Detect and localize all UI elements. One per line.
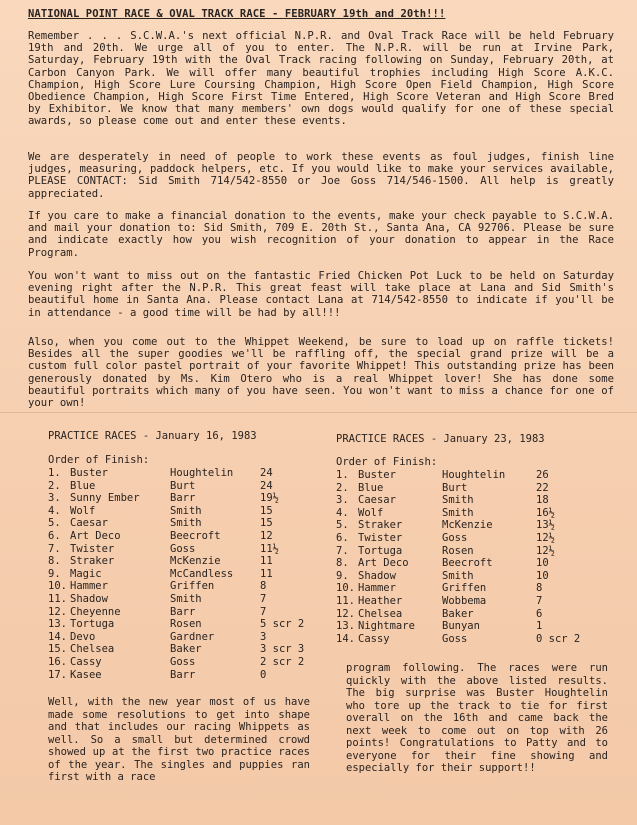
paragraph-volunteers: We are desperately in need of people to work these events as foul judges, finish line judges, measuring, paddock helpers, etc. If you would like to make your services available, PLEASE CONTACT: Sid Smith 714/542-8550 or Joe Goss 714/546-1500. All help is greatly appreciated. [28, 151, 614, 200]
paragraph-raffle: Also, when you come out to the Whippet Weekend, be sure to load up on raffle tickets! Besides all the super goodies we'll be raffling off, the special grand prize will be a custom full color pastel portrait of your favorite Whippet! This outstanding prize has been generously donated by Ms. Kim Otero who is a real Whippet lover! She has done some beautiful portraits which many of you have seen. You won't want to miss a chance for one of your own! [28, 336, 614, 410]
dog-name: Blue [70, 479, 96, 492]
owner-name: Wobbema [442, 594, 487, 607]
owner-name: Goss [442, 531, 468, 544]
result-row [336, 507, 580, 520]
owner-name: Houghtelin [170, 467, 234, 479]
owner-name: Burt [442, 481, 468, 494]
result-row [336, 494, 580, 507]
result-row [336, 582, 580, 595]
result-row [336, 532, 580, 545]
finish-position: 11. [336, 594, 355, 607]
finish-position: 1. [48, 467, 61, 479]
score: 3 [260, 630, 267, 643]
finish-position: 10. [48, 580, 67, 593]
owner-name: Houghtelin [442, 469, 506, 481]
score: 12½ [536, 531, 555, 544]
finish-position: 8. [336, 557, 349, 570]
finish-position: 8. [48, 555, 61, 568]
result-row [336, 633, 580, 646]
dog-name: Art Deco [70, 529, 121, 542]
result-row [48, 643, 304, 656]
result-row [336, 545, 580, 558]
page-title: NATIONAL POINT RACE & OVAL TRACK RACE - FEBRUARY 19th and 20th!!! [28, 8, 446, 20]
owner-name: Burt [170, 479, 196, 492]
dog-name: Chelsea [70, 643, 115, 656]
dog-name: Chelsea [358, 607, 403, 620]
result-row [48, 517, 304, 530]
owner-name: McCandless [170, 567, 234, 580]
left-results-body [48, 467, 304, 681]
dog-name: Twister [70, 542, 115, 555]
owner-name: Smith [442, 506, 474, 519]
paragraph-donation: If you care to make a financial donation to the events, make your check payable to S.C.W.A. and mail your donation to: Sid Smith, 709 E. 20th St., Santa Ana, CA 92706. Please be sure and indicate exactly how you wish recognition of your donation to appear in the Race Program. [28, 210, 614, 259]
finish-position: 1. [336, 469, 349, 481]
owner-name: Beecroft [442, 557, 493, 570]
owner-name: Gardner [170, 630, 215, 643]
score: 3 scr 3 [260, 643, 305, 656]
dog-name: Kasee [70, 668, 102, 681]
result-row [48, 505, 304, 518]
score: 0 [260, 668, 267, 681]
score: 8 [260, 580, 267, 593]
owner-name: Smith [170, 592, 202, 605]
score: 11 [260, 567, 273, 580]
owner-name: McKenzie [442, 519, 493, 532]
dog-name: Devo [70, 630, 96, 643]
owner-name: Barr [170, 605, 196, 618]
score: 7 [536, 594, 543, 607]
result-row [336, 570, 580, 583]
finish-position: 6. [336, 531, 349, 544]
result-row [48, 480, 304, 493]
score: 26 [536, 469, 549, 481]
score: 24 [260, 467, 273, 479]
finish-position: 13. [48, 618, 67, 631]
finish-position: 6. [48, 529, 61, 542]
dog-name: Art Deco [358, 557, 409, 570]
owner-name: Smith [170, 517, 202, 530]
finish-position: 7. [336, 544, 349, 557]
result-row [48, 631, 304, 644]
score: 7 [260, 592, 267, 605]
score: 12 [260, 529, 273, 542]
score: 1 [536, 620, 543, 633]
owner-name: Goss [170, 655, 196, 668]
owner-name: Beecroft [170, 529, 221, 542]
result-row [48, 656, 304, 669]
score: 16½ [536, 506, 555, 519]
dog-name: Caesar [358, 494, 396, 507]
score: 15 [260, 517, 273, 530]
owner-name: Baker [442, 607, 474, 620]
result-row [48, 568, 304, 581]
owner-name: Goss [170, 542, 196, 555]
dog-name: Twister [358, 531, 403, 544]
dog-name: Caesar [70, 517, 108, 530]
finish-position: 17. [48, 668, 67, 681]
dog-name: Buster [70, 467, 108, 479]
owner-name: Baker [170, 643, 202, 656]
result-row [48, 669, 304, 682]
dog-name: Cassy [70, 655, 102, 668]
score: 7 [260, 605, 267, 618]
finish-position: 9. [336, 569, 349, 582]
left-results-heading: PRACTICE RACES - January 16, 1983 [48, 430, 257, 442]
score: 19½ [260, 492, 279, 505]
result-row [336, 557, 580, 570]
score: 10 [536, 569, 549, 582]
dog-name: Tortuga [70, 618, 115, 631]
score: 18 [536, 494, 549, 507]
right-results-table [336, 469, 580, 645]
result-row [336, 469, 580, 482]
result-row [48, 580, 304, 593]
right-results-subheading: Order of Finish: [336, 456, 438, 468]
owner-name: Barr [170, 492, 196, 505]
owner-name: Bunyan [442, 620, 480, 633]
finish-position: 3. [48, 492, 61, 505]
result-row [48, 543, 304, 556]
owner-name: Griffen [170, 580, 215, 593]
dog-name: Tortuga [358, 544, 403, 557]
result-row [336, 519, 580, 532]
finish-position: 12. [336, 607, 355, 620]
result-row [48, 555, 304, 568]
finish-position: 5. [48, 517, 61, 530]
finish-position: 13. [336, 620, 355, 633]
dog-name: Wolf [358, 506, 384, 519]
result-row [48, 606, 304, 619]
dog-name: Shadow [358, 569, 396, 582]
score: 11 [260, 555, 273, 568]
paragraph-race-announcement: Remember . . . S.C.W.A.'s next official N.P.R. and Oval Track Race will be held February 19th and 20th. We urge all of you to enter. The N.P.R. will be run at Irvine Park, Saturday, February 19th with the Oval Track racing following on Sunday, February 20th, at Carbon Canyon Park. We will offer many beautiful trophies including High Score A.K.C. Champion, High Score Lure Coursing Champion, High Score Open Field Champion, High Score Obedience Champion, High Score First Time Entered, High Score Veteran and High Score Bred by Exhibitor. We know that many members' own dogs would qualify for one of these special awards, so please come out and enter these events. [28, 30, 614, 128]
owner-name: Smith [170, 504, 202, 517]
result-row [336, 482, 580, 495]
dog-name: Sunny Ember [70, 492, 140, 505]
left-results-table [48, 467, 304, 681]
finish-position: 9. [48, 567, 61, 580]
right-results-heading: PRACTICE RACES - January 23, 1983 [336, 433, 545, 445]
owner-name: Rosen [170, 618, 202, 631]
finish-position: 3. [336, 494, 349, 507]
owner-name: Griffen [442, 582, 487, 595]
result-row [48, 593, 304, 606]
finish-position: 4. [48, 504, 61, 517]
dog-name: Magic [70, 567, 102, 580]
finish-position: 15. [48, 643, 67, 656]
owner-name: Barr [170, 668, 196, 681]
paragraph-pot-luck: You won't want to miss out on the fantastic Fried Chicken Pot Luck to be held on Saturday evening right after the N.P.R. This great feast will take place at Lana and Sid Smith's beautiful home in Santa Ana. Please contact Lana at 714/542-8550 to indicate if you'll be in attendance - a good time will be had by all!!! [28, 270, 614, 319]
finish-position: 12. [48, 605, 67, 618]
finish-position: 16. [48, 655, 67, 668]
result-row [48, 530, 304, 543]
dog-name: Straker [358, 519, 403, 532]
finish-position: 14. [336, 632, 355, 645]
score: 8 [536, 582, 543, 595]
owner-name: Smith [442, 494, 474, 507]
result-row [336, 620, 580, 633]
owner-name: Goss [442, 632, 468, 645]
score: 2 scr 2 [260, 655, 305, 668]
score: 13½ [536, 519, 555, 532]
dog-name: Hammer [70, 580, 108, 593]
result-row [48, 618, 304, 631]
finish-position: 2. [336, 481, 349, 494]
finish-position: 10. [336, 582, 355, 595]
result-row [336, 595, 580, 608]
dog-name: Shadow [70, 592, 108, 605]
finish-position: 7. [48, 542, 61, 555]
finish-position: 2. [48, 479, 61, 492]
score: 15 [260, 504, 273, 517]
dog-name: Cheyenne [70, 605, 121, 618]
right-results-body [336, 469, 580, 645]
dog-name: Blue [358, 481, 384, 494]
result-row [48, 492, 304, 505]
left-results-subheading: Order of Finish: [48, 454, 150, 466]
page-fold-line [0, 412, 637, 413]
dog-name: Buster [358, 469, 396, 481]
owner-name: Rosen [442, 544, 474, 557]
score: 5 scr 2 [260, 618, 305, 631]
dog-name: Hammer [358, 582, 396, 595]
score: 6 [536, 607, 543, 620]
owner-name: Smith [442, 569, 474, 582]
score: 22 [536, 481, 549, 494]
finish-position: 11. [48, 592, 67, 605]
owner-name: McKenzie [170, 555, 221, 568]
result-row [48, 467, 304, 480]
result-row [336, 608, 580, 621]
score: 12½ [536, 544, 555, 557]
finish-position: 14. [48, 630, 67, 643]
score: 11½ [260, 542, 279, 555]
dog-name: Cassy [358, 632, 390, 645]
score: 24 [260, 479, 273, 492]
dog-name: Heather [358, 594, 403, 607]
dog-name: Wolf [70, 504, 96, 517]
finish-position: 4. [336, 506, 349, 519]
bottom-left-text: Well, with the new year most of us have made some resolutions to get into shape and that includes our racing Whippets as well. So a small but determined crowd showed up at the first two practice races of the year. The singles and puppies ran first with a race [48, 696, 310, 783]
dog-name: Nightmare [358, 620, 415, 633]
dog-name: Straker [70, 555, 115, 568]
score: 0 scr 2 [536, 632, 581, 645]
score: 10 [536, 557, 549, 570]
bottom-right-text: program following. The races were run quickly with the above listed results. The big surprise was Buster Houghtelin who tore up the track to tie for first overall on the 16th and came back the next week to come out on top with 26 points! Congratulations to Patty and to everyone for their fine showing and especially for their support!! [346, 662, 608, 774]
finish-position: 5. [336, 519, 349, 532]
